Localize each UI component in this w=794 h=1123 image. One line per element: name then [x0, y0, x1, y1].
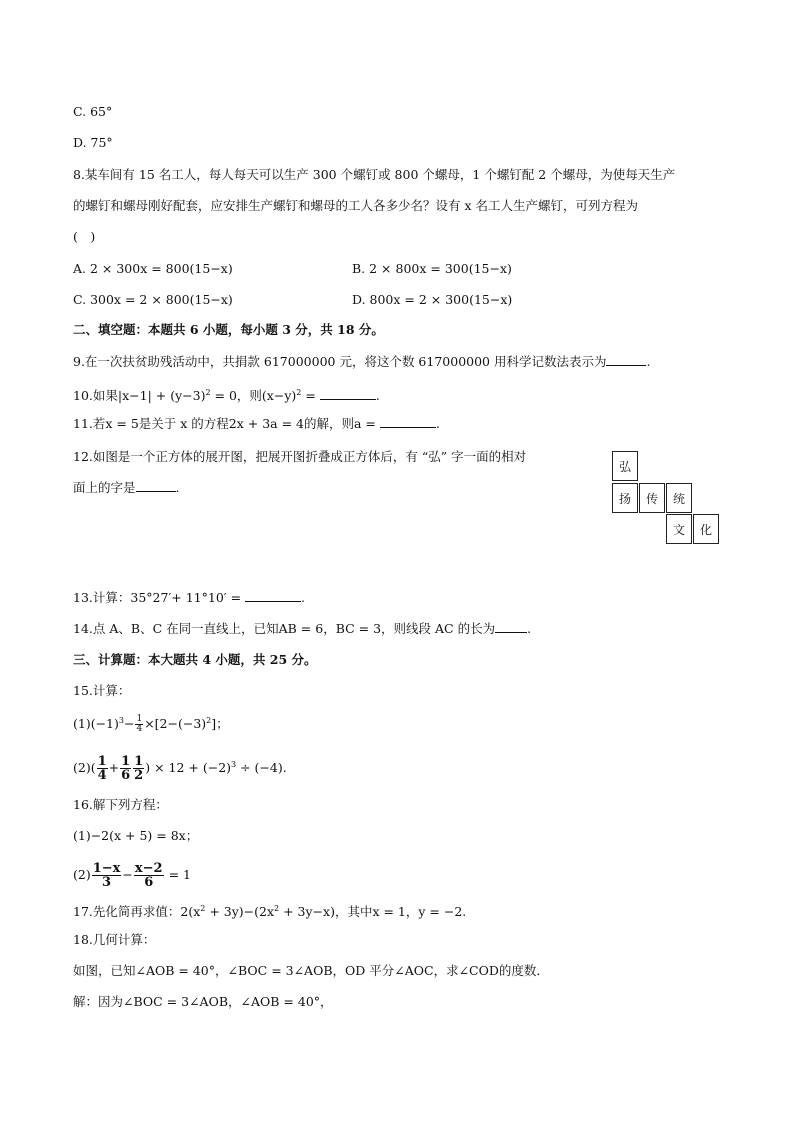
option-d: D. 75°	[73, 135, 113, 150]
question-10: 10.如果$|x-1| + (y-3)^2 = 0$，则$(x-y)^2$ = .	[73, 388, 380, 404]
question-18-text: 如图，已知∠AOB = 40°，∠BOC = 3∠AOB，OD 平分∠AOC，求∠COD的度数．	[73, 963, 549, 978]
net-cell-tong: 统	[666, 483, 692, 513]
fraction-one-quarter: $\frac{1}{4}$	[97, 754, 107, 783]
question-8-option-c: C. 300x = 2 × 800(15−x)	[73, 292, 233, 307]
question-15: 15.计算：	[73, 683, 131, 698]
question-8-line-3: ( )	[73, 229, 96, 244]
question-9-text: 9.在一次扶贫助残活动中，共捐款 617000000 元，将这个数 617000000 用科学记数法表示为	[73, 354, 607, 369]
fraction-a: $\frac{1-x}{3}$	[92, 861, 121, 890]
question-12-line-2: 面上的字是 .	[73, 480, 180, 495]
question-9: 9.在一次扶贫助残活动中，共捐款 617000000 元，将这个数 617000000 用科学记数法表示为 .	[73, 354, 651, 369]
fraction-one-quarter: $\frac{1}{4}$	[136, 714, 143, 735]
question-11: 11.若x = 5是关于 x 的方程2x + 3a = 4的解，则a = .	[73, 416, 440, 431]
question-14: 14.点 A、B、C 在同一直线上，已知AB = 6，BC = 3，则线段 AC 的长为 .	[73, 621, 532, 636]
answer-blank	[495, 620, 527, 633]
section-3-heading: 三、计算题：本大题共 4 小题，共 25 分。	[73, 652, 317, 667]
fraction-b: $\frac{x-2}{6}$	[134, 861, 163, 890]
question-16: 16.解下列方程：	[73, 797, 168, 812]
section-2-heading: 二、填空题：本题共 6 小题，每小题 3 分，共 18 分。	[73, 322, 384, 337]
answer-blank	[380, 415, 436, 428]
fraction-one-sixth: $\frac{1}{6}$	[121, 754, 131, 783]
question-8-line-2: 的螺钉和螺母刚好配套，应安排生产螺钉和螺母的工人各多少名？设有 x 名工人生产螺钉，可列方程为	[73, 198, 638, 213]
option-c: C. 65°	[73, 104, 113, 119]
net-cell-wen: 文	[666, 514, 692, 544]
net-cell-chuan: 传	[639, 483, 665, 513]
question-8-option-a: A. 2 × 300x = 800(15−x)	[73, 261, 233, 276]
question-15-part-2: (2)( $\frac{1}{4}$ + $\frac{1}{6}$ $\frac{1}{2}$ ) × $12 + (-2)^3 \div (-4)$.	[73, 754, 287, 783]
net-cell-hong: 弘	[612, 451, 638, 481]
question-8-option-b: B. 2 × 800x = 300(15−x)	[352, 261, 512, 276]
net-cell-hua: 化	[693, 514, 719, 544]
net-cell-yang: 扬	[612, 483, 638, 513]
question-16-part-2: (2) $\frac{1-x}{3}$ − $\frac{x-2}{6}$ = 1	[73, 861, 191, 890]
question-8-option-d: D. 800x = 2 × 300(15−x)	[352, 292, 513, 307]
question-15-part-1: $(1)(-1)^3-$ $\frac{1}{4}$ $\times[2-(-3)^2]$；	[73, 714, 229, 735]
answer-blank	[136, 479, 176, 492]
question-8-line-1: 8.某车间有 15 名工人，每人每天可以生产 300 个螺钉或 800 个螺母，1 个螺钉配 2 个螺母，为使每天生产	[73, 167, 676, 182]
question-13: 13.计算：35°27′+ 11°10′ = .	[73, 590, 306, 605]
question-12-line-1: 12.如图是一个正方体的展开图，把展开图折叠成正方体后，有 “弘” 字一面的相对	[73, 449, 527, 464]
fraction-one-half: $\frac{1}{2}$	[134, 754, 144, 783]
answer-blank	[320, 387, 376, 400]
answer-blank	[606, 353, 646, 366]
question-18: 18.几何计算：	[73, 932, 156, 947]
question-17: 17.先化简再求值：$2(x^2 + 3y)-(2x^2 + 3y-x)$，其中x = 1，y = −2.	[73, 904, 467, 920]
answer-blank	[245, 589, 301, 602]
question-16-part-1: (1)−2(x + 5) = 8x；	[73, 828, 199, 843]
question-18-solution: 解：因为∠BOC = 3∠AOB，∠AOB = 40°，	[73, 994, 333, 1009]
